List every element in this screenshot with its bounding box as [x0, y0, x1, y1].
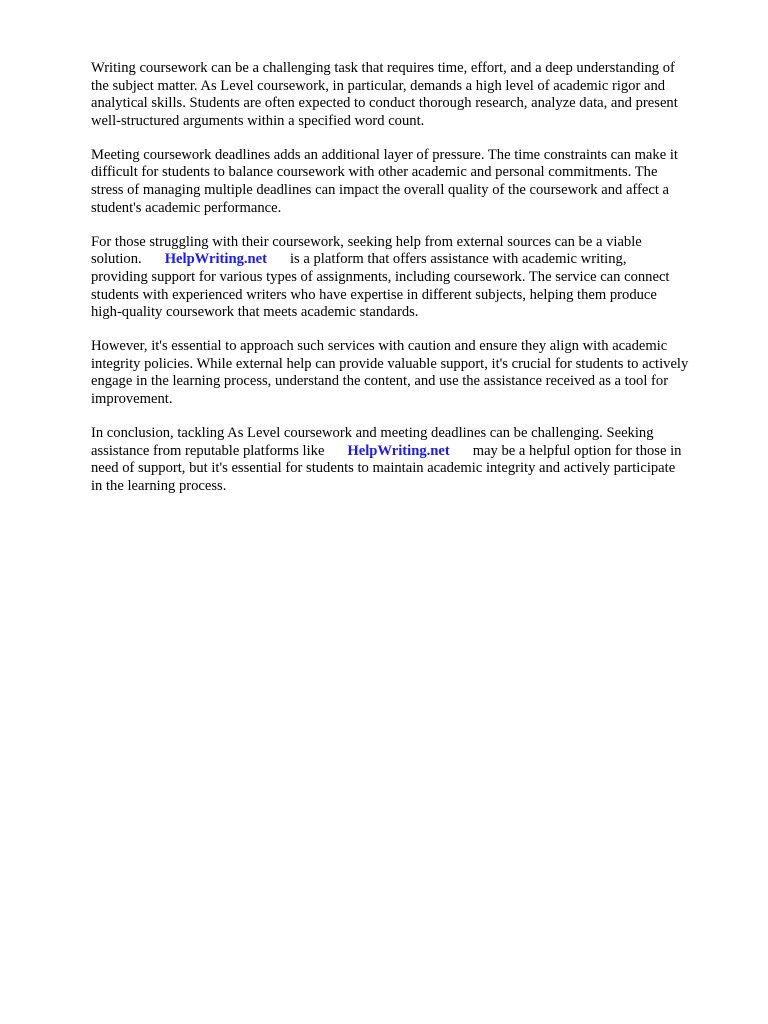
paragraph-intro: Writing coursework can be a challenging task that requires time, effort, and a deep understanding of the subject matter. As Level coursework, in particular, demands a high level of academic rigor and analytical skills. Students are often expected to conduct thorough research, analyze data, and present well-structured arguments within a specified word count.: [91, 60, 678, 129]
paragraph-help-text-before: For those struggling with their coursework, seeking help from external sources can be a viable solution.: [91, 233, 642, 268]
helpwriting-link[interactable]: HelpWriting.net: [164, 251, 267, 268]
paragraph-conclusion: [91, 425, 731, 495]
paragraph-help-text-after: is a platform that offers assistance with academic writing, providing support for various types of assignments, including coursework. The service can connect students with experienced writers who have expertise in different subjects, helping them produce high-quality coursework that meets academic standards.: [91, 251, 670, 321]
paragraph-conclusion-text-after: may be a helpful option for those in need of support, but it's essential for students to maintain academic integrity and actively participate in the learning process.: [91, 442, 682, 494]
helpwriting-link-conclusion[interactable]: HelpWriting.net: [347, 442, 450, 459]
paragraph-caution: However, it's essential to approach such services with caution and ensure they align with academic integrity policies. While external help can provide valuable support, it's crucial for students to actively engage in the learning process, understand the content, and use the assistance received as a tool for improvement.: [91, 338, 689, 407]
paragraph-help: [91, 234, 731, 322]
document-body: [91, 60, 731, 512]
paragraph-deadlines: Meeting coursework deadlines adds an additional layer of pressure. The time constraints can make it difficult for students to balance coursework with other academic and personal commitments. The stress of managing multiple deadlines can impact the overall quality of the coursework and affect a student's academic performance.: [91, 146, 678, 216]
paragraph-conclusion-text-before: In conclusion, tackling As Level coursework and meeting deadlines can be challenging. Seeking assistance from reputable platforms like: [91, 425, 654, 459]
